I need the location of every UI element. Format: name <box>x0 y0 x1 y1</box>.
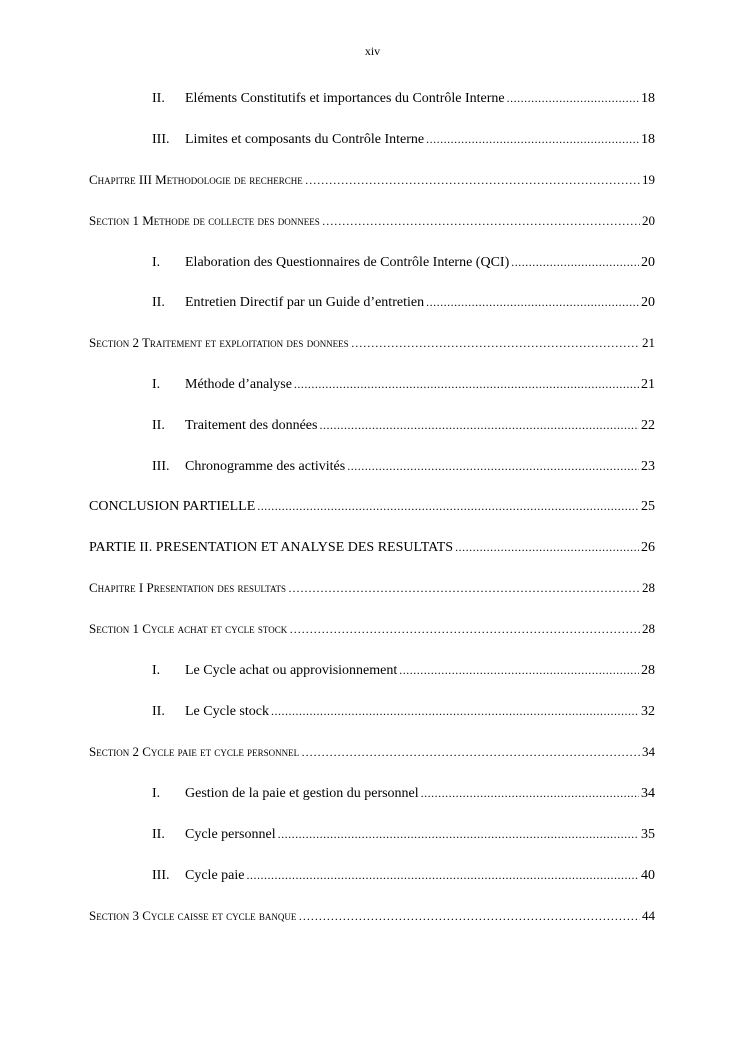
toc-leader-dots <box>426 293 639 311</box>
toc-entry-page: 34 <box>641 786 655 801</box>
toc-section-entry[interactable] <box>89 334 655 352</box>
toc-entry-page: 21 <box>641 377 655 392</box>
toc-entry-number: II. <box>152 295 165 310</box>
toc-entry-label: Chapitre III Methodologie de recherche <box>89 172 303 187</box>
toc-entry-label: Gestion de la paie et gestion du personnel <box>185 786 419 801</box>
toc-entry-label: Le Cycle achat ou approvisionnement <box>185 663 398 678</box>
toc-chapter-entry[interactable] <box>89 171 655 189</box>
toc-entry-page: 18 <box>641 91 655 106</box>
toc-entry-label: Section 2 Cycle paie et cycle personnel <box>89 744 300 759</box>
toc-section-entry[interactable] <box>89 907 655 925</box>
toc-entry[interactable] <box>152 416 655 435</box>
toc-entry-number: III. <box>152 868 170 883</box>
toc-leader-dots <box>288 579 640 597</box>
toc-leader-dots <box>246 866 639 884</box>
toc-entry-label: Section 1 Methode de collecte des donnees <box>89 213 320 228</box>
toc-entry-label: CONCLUSION PARTIELLE <box>89 499 256 514</box>
toc-leader-dots <box>351 334 640 352</box>
toc-entry-page: 19 <box>642 172 655 187</box>
toc-leader-dots <box>298 907 640 925</box>
toc-leader-dots <box>322 212 640 230</box>
toc-entry-page: 22 <box>641 418 655 433</box>
toc-entry-page: 18 <box>641 132 655 147</box>
toc-leader-dots <box>301 743 640 761</box>
page-number: xiv <box>364 44 381 58</box>
toc-leader-dots <box>426 130 639 148</box>
toc-part-entry[interactable] <box>89 538 655 557</box>
toc-entry-page: 23 <box>641 459 655 474</box>
toc-leader-dots <box>511 253 639 271</box>
toc-leader-dots <box>289 620 640 638</box>
toc-entry-page: 21 <box>642 335 655 350</box>
toc-entry[interactable] <box>152 253 655 272</box>
toc-entry[interactable] <box>152 89 655 108</box>
toc-entry-page: 32 <box>641 704 655 719</box>
toc-entry-page: 44 <box>642 908 655 923</box>
toc-entry[interactable] <box>152 375 655 394</box>
toc-entry[interactable] <box>152 130 655 149</box>
toc-entry-number: II. <box>152 704 165 719</box>
toc-entry[interactable] <box>152 702 655 721</box>
toc-entry-page: 35 <box>641 827 655 842</box>
toc-entry-page: 34 <box>642 744 655 759</box>
toc-leader-dots <box>347 457 639 475</box>
toc-entry-number: I. <box>152 377 161 392</box>
toc-entry-label: Méthode d’analyse <box>185 377 292 392</box>
toc-entry-label: Cycle personnel <box>185 827 276 842</box>
toc-entry-number: II. <box>152 418 165 433</box>
toc-entry[interactable] <box>152 661 655 680</box>
toc-entry[interactable] <box>152 866 655 885</box>
toc-entry-label: Section 3 Cycle caisse et cycle banque <box>89 908 297 923</box>
toc-entry-page: 28 <box>642 580 655 595</box>
toc-section-entry[interactable] <box>89 212 655 230</box>
toc-entry-label: Section 1 Cycle achat et cycle stock <box>89 621 288 636</box>
toc-leader-dots <box>305 171 640 189</box>
toc-conclusion-entry[interactable] <box>89 497 655 516</box>
toc-entry-label: Chronogramme des activités <box>185 459 346 474</box>
toc-entry-page: 40 <box>641 868 655 883</box>
toc-entry[interactable] <box>152 825 655 844</box>
toc-leader-dots <box>278 825 639 843</box>
toc-chapter-entry[interactable] <box>89 579 655 597</box>
toc-entry[interactable] <box>152 784 655 803</box>
toc-leader-dots <box>271 702 639 720</box>
toc-entry-page: 26 <box>641 540 655 555</box>
toc-entry-number: II. <box>152 827 165 842</box>
toc-entry-label: Limites et composants du Contrôle Interne <box>185 132 425 147</box>
toc-entry-page: 25 <box>641 499 655 514</box>
toc-entry-label: Cycle paie <box>185 868 245 883</box>
toc-entry-page: 28 <box>642 621 655 636</box>
toc-leader-dots <box>421 784 639 802</box>
toc-entry-label: Elaboration des Questionnaires de Contrôle Interne (QCI) <box>185 255 510 270</box>
toc-entry-number: III. <box>152 459 170 474</box>
toc-entry-label: Chapitre I Presentation des resultats <box>89 580 286 595</box>
toc-leader-dots <box>294 375 639 393</box>
toc-entry-label: Section 2 Traitement et exploitation des donnees <box>89 335 349 350</box>
toc-entry-page: 20 <box>641 295 655 310</box>
toc-leader-dots <box>399 661 639 679</box>
toc-leader-dots <box>319 416 639 434</box>
toc-entry-label: Traitement des données <box>185 418 318 433</box>
toc-entry-label: Eléments Constitutifs et importances du Contrôle Interne <box>185 91 505 106</box>
toc-entry-number: II. <box>152 91 165 106</box>
toc-leader-dots <box>507 89 639 107</box>
toc-entry-page: 20 <box>641 255 655 270</box>
toc-leader-dots <box>257 497 639 515</box>
toc-section-entry[interactable] <box>89 743 655 761</box>
toc-entry-number: I. <box>152 786 161 801</box>
toc-entry[interactable] <box>152 457 655 476</box>
toc-entry-label: PARTIE II. PRESENTATION ET ANALYSE DES RESULTATS <box>89 540 454 555</box>
toc-entry[interactable] <box>152 293 655 312</box>
toc-entry-number: III. <box>152 132 170 147</box>
toc-entry-number: I. <box>152 663 161 678</box>
toc-entry-page: 20 <box>642 213 655 228</box>
toc-entry-label: Entretien Directif par un Guide d’entretien <box>185 295 425 310</box>
toc-entry-label: Le Cycle stock <box>185 704 269 719</box>
toc-leader-dots <box>455 538 639 556</box>
toc-entry-page: 28 <box>641 663 655 678</box>
toc-entry-number: I. <box>152 255 161 270</box>
toc-section-entry[interactable] <box>89 620 655 638</box>
